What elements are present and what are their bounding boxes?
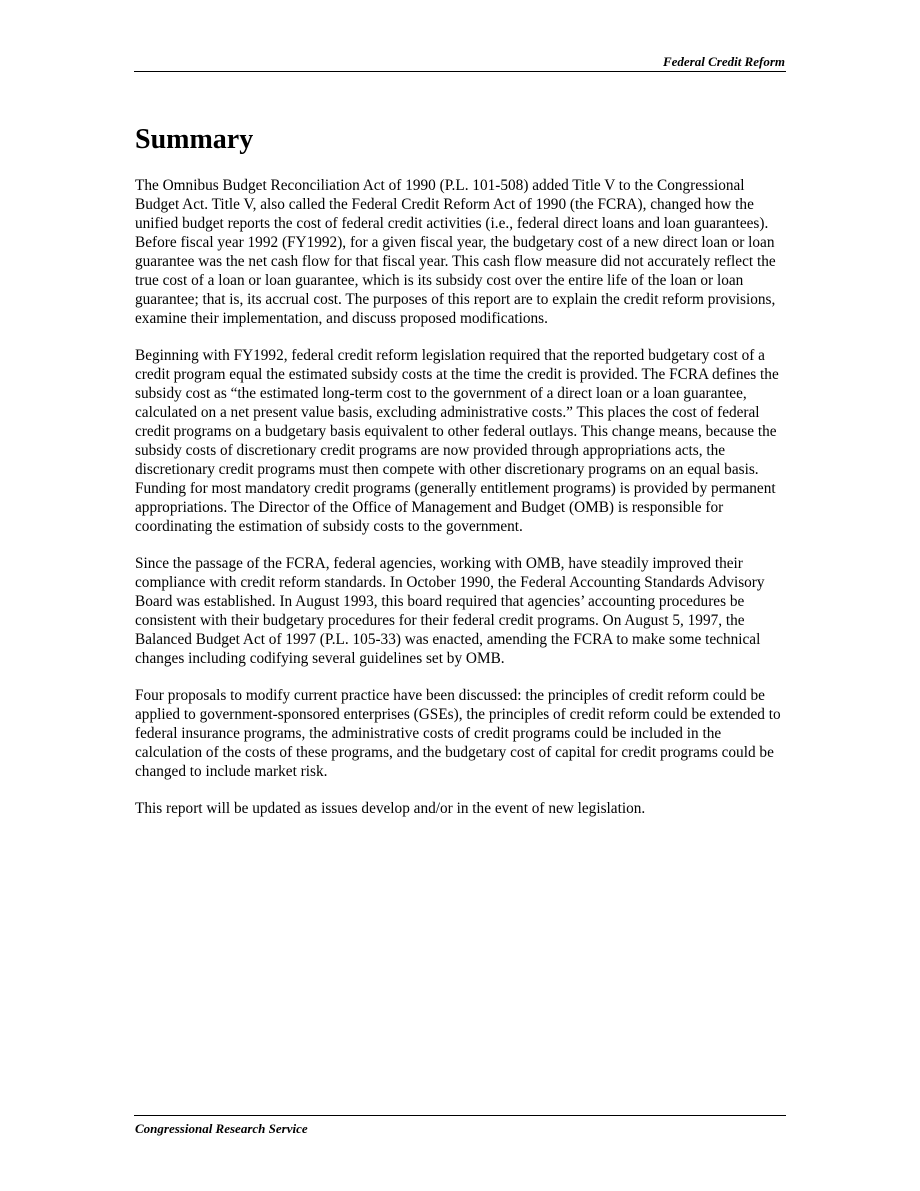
- summary-paragraph-2: Beginning with FY1992, federal credit reform legislation required that the reported budgetary cost of a credit program equal the estimated subsidy costs at the time the credit is provided. The FCRA defines the subsidy cost as “the estimated long-term cost to the government of a direct loan or a loan guarantee, calculated on a net present value basis, excluding administrative costs.” This places the cost of federal credit programs on a budgetary basis equivalent to other federal outlays. This change means, because the subsidy costs of discretionary credit programs are now provided through appropriations acts, the discretionary credit programs must then compete with other discretionary programs on an equal basis. Funding for most mandatory credit programs (generally entitlement programs) is provided by permanent appropriations. The Director of the Office of Management and Budget (OMB) is responsible for coordinating the estimation of subsidy costs to the government.: [135, 347, 779, 535]
- header-divider: [134, 71, 786, 72]
- page-title: Summary: [135, 124, 254, 155]
- summary-paragraph-3: Since the passage of the FCRA, federal agencies, working with OMB, have steadily improved their compliance with credit reform standards. In October 1990, the Federal Accounting Standards Advisory Board was established. In August 1993, this board required that agencies’ accounting procedures be consistent with their budgetary procedures for their federal credit programs. On August 5, 1997, the Balanced Budget Act of 1997 (P.L. 105-33) was enacted, amending the FCRA to make some technical changes including codifying several guidelines set by OMB.: [135, 555, 765, 667]
- summary-body: [135, 176, 787, 836]
- footer-source: Congressional Research Service: [135, 1121, 308, 1136]
- summary-paragraph-4: Four proposals to modify current practice have been discussed: the principles of credit reform could be applied to government-sponsored enterprises (GSEs), the principles of credit reform could be extended to federal insurance programs, the administrative costs of credit programs could be included in the calculation of the costs of these programs, and the budgetary cost of capital for credit programs could be changed to include market risk.: [135, 687, 781, 780]
- running-header: Federal Credit Reform: [662, 54, 785, 69]
- summary-paragraph-5: This report will be updated as issues develop and/or in the event of new legislation.: [135, 800, 646, 817]
- summary-paragraph-1: The Omnibus Budget Reconciliation Act of 1990 (P.L. 101-508) added Title V to the Congressional Budget Act. Title V, also called the Federal Credit Reform Act of 1990 (the FCRA), changed how the unified budget reports the cost of federal credit activities (i.e., federal direct loans and loan guarantees). Before fiscal year 1992 (FY1992), for a given fiscal year, the budgetary cost of a new direct loan or loan guarantee was the net cash flow for that fiscal year. This cash flow measure did not accurately reflect the true cost of a loan or loan guarantee, which is its subsidy cost over the entire life of the loan or loan guarantee; that is, its accrual cost. The purposes of this report are to explain the credit reform provisions, examine their implementation, and discuss proposed modifications.: [135, 177, 776, 327]
- footer-divider: [134, 1115, 786, 1116]
